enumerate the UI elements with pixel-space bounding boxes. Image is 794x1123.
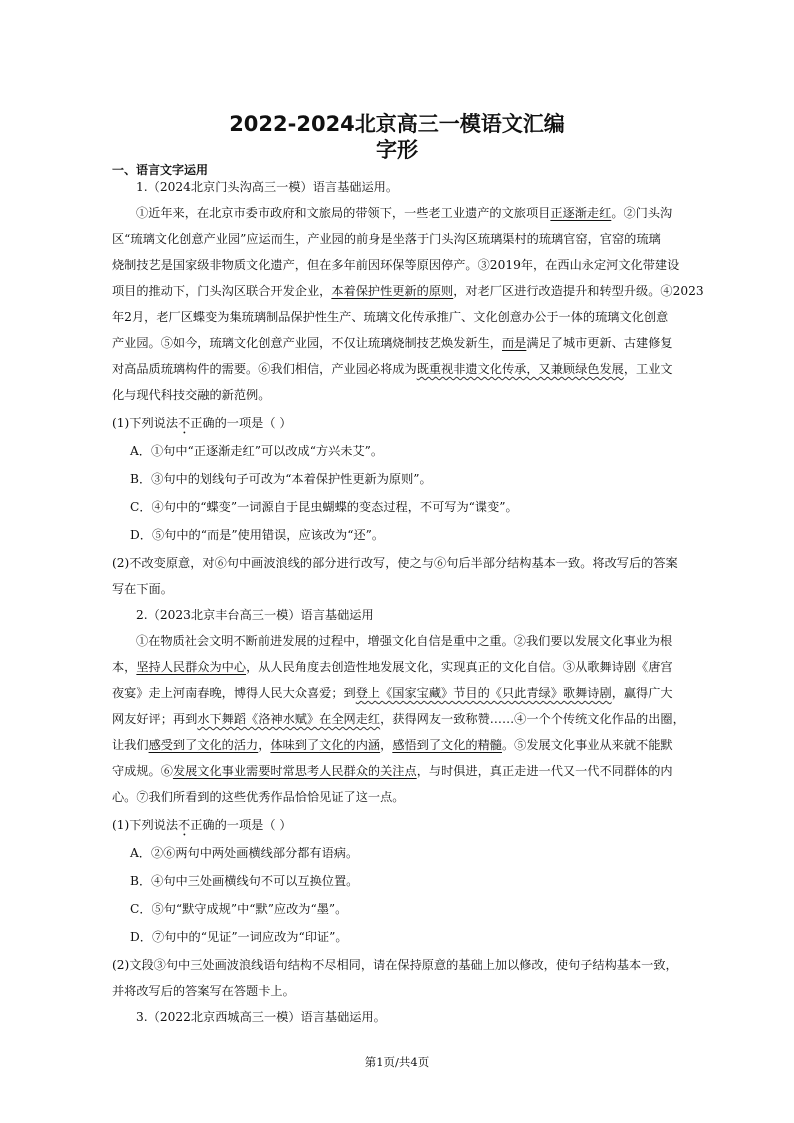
document-title: 2022-2024北京高三一模语文汇编	[229, 112, 565, 136]
q2-passage-line: 夜宴》走上河南春晚，博得人民大众喜爱；到登上《国家宝藏》节目的《只此青绿》歌舞诗剧，赢得广大	[112, 686, 673, 700]
q2-heading: 2.（2023北京丰台高三一模）语言基础运用	[136, 608, 374, 622]
q2-passage-line: 守成规。⑥发展文化事业需要时常思考人民群众的关注点，与时俱进，真正走进一代又一代不同群体的内	[112, 764, 673, 778]
q1-passage-line: 年2月，老厂区蝶变为集琉璃制品保护性生产、琉璃文化传承推广、文化创意办公于一体的琉璃文化创意	[112, 310, 669, 324]
q2-option-d[interactable]: D．⑦句中的“见证”一词应改为“印证”。	[130, 930, 348, 944]
q1-passage-line: 化与现代科技交融的新范例。	[112, 388, 271, 402]
q1-passage-line: 区“琉璃文化创意产业园”应运而生，产业园的前身是坐落于门头沟区琉璃渠村的琉璃官窑，官窑的琉璃	[112, 232, 661, 246]
q2-option-c[interactable]: C．⑤句“默守成规”中“默”应改为“墨”。	[130, 902, 348, 916]
q1-passage-line: ①近年来，在北京市委市政府和文旅局的带领下，一些老工业遗产的文旅项目正逐渐走红。②门头沟	[136, 206, 673, 220]
q2-passage-line: 让我们感受到了文化的活力，体味到了文化的内涵，感悟到了文化的精髓。⑤发展文化事业从来就不能默	[112, 738, 673, 752]
q3-heading: 3.（2022北京西城高三一模）语言基础运用。	[136, 1010, 386, 1024]
q2-subquestion-2-cont: 并将改写后的答案写在答题卡上。	[112, 984, 295, 998]
q1-option-a[interactable]: A．①句中“正逐渐走红”可以改成“方兴未艾”。	[130, 444, 384, 458]
q2-subquestion-1: (1)下列说法不正确的一项是（ ）	[112, 818, 292, 832]
q1-subquestion-2: (2)不改变原意，对⑥句中画波浪线的部分进行改写，使之与⑥句后半部分结构基本一致。将改写后的答案	[112, 556, 678, 570]
q2-subquestion-2: (2)文段③句中三处画波浪线语句结构不尽相同，请在保持原意的基础上加以修改，使句子结构基本一致，	[112, 958, 678, 972]
document-subtitle: 字形	[376, 138, 418, 162]
q1-option-d[interactable]: D．⑤句中的“而是”使用错误，应该改为“还”。	[130, 528, 385, 542]
q2-passage-line: 心。⑦我们所看到的这些优秀作品恰恰见证了这一点。	[112, 790, 405, 804]
q1-passage-line: 产业园。⑤如今，琉璃文化创意产业园，不仅让琉璃烧制技艺焕发新生，而是满足了城市更新、古建修复	[112, 336, 673, 350]
q1-subquestion-2-cont: 写在下面。	[112, 582, 173, 596]
q2-passage-line: 网友好评；再到水下舞蹈《洛神水赋》在全网走红，获得网友一致称赞……④一个个传统文化作品的出圈，	[112, 712, 685, 726]
q2-option-b[interactable]: B．④句中三处画横线句不可以互换位置。	[130, 874, 359, 888]
q1-passage-line: 项目的推动下，门头沟区联合开发企业，本着保护性更新的原则，对老厂区进行改造提升和转型升级。④2023	[112, 284, 704, 298]
q1-passage-line: 烧制技艺是国家级非物质文化遗产，但在多年前因环保等原因停产。③2019年，在西山永定河文化带建设	[112, 258, 680, 272]
q2-option-a[interactable]: A．②⑥两句中两处画横线部分都有语病。	[130, 846, 359, 860]
q1-option-b[interactable]: B．③句中的划线句子可改为“本着保护性更新为原则”。	[130, 472, 432, 486]
page-footer: 第1页/共4页	[364, 1055, 430, 1069]
q1-subquestion-1: (1)下列说法不正确的一项是（ ）	[112, 416, 292, 430]
q1-option-c[interactable]: C．④句中的“蝶变”一词源自于昆虫蝴蝶的变态过程，不可写为“谍变”。	[130, 500, 518, 514]
q2-passage-line: ①在物质社会文明不断前进发展的过程中，增强文化自信是重中之重。②我们要以发展文化事业为根	[136, 634, 673, 648]
section-heading: 一、语言文字运用	[112, 163, 209, 177]
q1-passage-line: 对高品质琉璃构件的需要。⑥我们相信，产业园必将成为既重视非遗文化传承，又兼顾绿色发展，工业文	[112, 362, 673, 376]
q1-heading: 1.（2024北京门头沟高三一模）语言基础运用。	[136, 180, 399, 194]
q2-passage-line: 本，坚持人民群众为中心，从人民角度去创造性地发展文化，实现真正的文化自信。③从歌舞诗剧《唐宫	[112, 660, 673, 674]
